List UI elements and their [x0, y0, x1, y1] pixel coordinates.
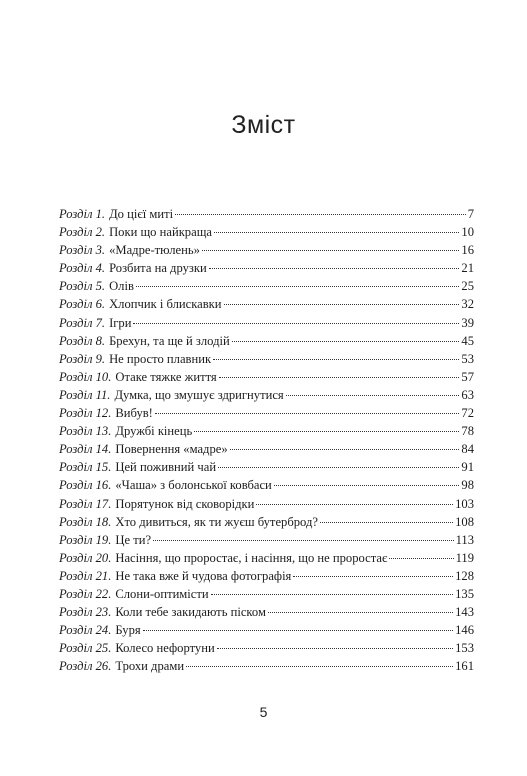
chapter-label: Розділ 16. [59, 478, 112, 493]
chapter-label: Розділ 15. [59, 460, 112, 475]
chapter-label: Розділ 20. [59, 550, 112, 565]
dot-leader [224, 304, 460, 305]
toc-row [59, 241, 474, 259]
chapter-label: Розділ 7. [59, 315, 106, 330]
dot-leader [155, 413, 460, 414]
page-title: Зміст [231, 111, 296, 139]
dot-leader [389, 558, 453, 559]
toc-row [59, 386, 474, 404]
dot-leader [194, 431, 459, 432]
chapter-page-number: 72 [461, 406, 474, 421]
chapter-title: Хлопчик і блискавки [109, 297, 222, 312]
chapter-title: Поки що найкраща [109, 225, 212, 240]
chapter-page-number: 57 [461, 369, 474, 384]
toc-row [59, 422, 474, 440]
chapter-page-number: 161 [455, 659, 474, 674]
chapter-page-number: 113 [455, 532, 474, 547]
chapter-label: Розділ 2. [59, 225, 106, 240]
toc-row [59, 458, 474, 476]
chapter-page-number: 84 [461, 442, 474, 457]
chapter-page-number: 16 [461, 243, 474, 258]
toc-row [59, 404, 474, 422]
toc-row [59, 657, 474, 675]
dot-leader [286, 395, 460, 396]
chapter-title: «Мадре-тюлень» [109, 243, 200, 258]
dot-leader [211, 594, 453, 595]
chapter-title: Це ти? [115, 532, 152, 547]
chapter-label: Розділ 10. [59, 369, 112, 384]
dot-leader [202, 250, 460, 251]
chapter-page-number: 143 [455, 605, 474, 620]
chapter-title: Цей поживний чай [115, 460, 217, 475]
chapter-page-number: 78 [461, 424, 474, 439]
chapter-title: Хто дивиться, як ти жуєш бутерброд? [115, 514, 318, 529]
toc-row [59, 621, 474, 639]
chapter-title: Насіння, що проростає, і насіння, що не проростає [115, 550, 388, 565]
toc-row [59, 603, 474, 621]
toc-row [59, 223, 474, 241]
chapter-title: Розбита на друзки [109, 261, 207, 276]
chapter-page-number: 45 [461, 333, 474, 348]
chapter-page-number: 135 [455, 586, 474, 601]
dot-leader [268, 612, 453, 613]
chapter-label: Розділ 4. [59, 261, 106, 276]
chapter-page-number: 91 [461, 460, 474, 475]
chapter-title: Буря [115, 623, 141, 638]
chapter-title: Трохи драми [115, 659, 185, 674]
dot-leader [153, 540, 454, 541]
toc-row [59, 567, 474, 585]
chapter-title: До цієї миті [109, 207, 174, 221]
toc-row [59, 440, 474, 458]
chapter-label: Розділ 23. [59, 605, 112, 620]
chapter-title: Отаке тяжке життя [115, 369, 217, 384]
chapter-label: Розділ 13. [59, 424, 112, 439]
dot-leader [143, 630, 453, 631]
chapter-page-number: 103 [455, 496, 474, 511]
toc-row [59, 585, 474, 603]
toc-row [59, 314, 474, 332]
chapter-title: Вибув! [115, 406, 153, 421]
dot-leader [274, 485, 460, 486]
chapter-title: Дружбі кінець [115, 424, 193, 439]
dot-leader [186, 666, 453, 667]
chapter-page-number: 25 [461, 279, 474, 294]
chapter-label: Розділ 12. [59, 406, 112, 421]
chapter-title: Думка, що змушує здригнутися [114, 387, 284, 402]
chapter-title: Олів [109, 279, 134, 294]
dot-leader [213, 359, 459, 360]
toc-row [59, 350, 474, 368]
chapter-title: Слони-оптимісти [115, 586, 209, 601]
chapter-label: Розділ 8. [59, 333, 106, 348]
chapter-label: Розділ 6. [59, 297, 106, 312]
chapter-page-number: 7 [467, 207, 474, 221]
chapter-title: Повернення «мадре» [115, 442, 228, 457]
dot-leader [133, 323, 459, 324]
chapter-page-number: 119 [455, 550, 474, 565]
dot-leader [219, 377, 460, 378]
chapter-label: Розділ 18. [59, 514, 112, 529]
chapter-label: Розділ 26. [59, 659, 112, 674]
chapter-title: Колесо нефортуни [115, 641, 215, 656]
dot-leader [214, 232, 459, 233]
toc-row [59, 205, 474, 223]
chapter-page-number: 32 [461, 297, 474, 312]
toc-row [59, 531, 474, 549]
chapter-label: Розділ 3. [59, 243, 106, 258]
chapter-label: Розділ 1. [59, 207, 106, 221]
toc-row [59, 295, 474, 313]
dot-leader [218, 467, 459, 468]
dot-leader [175, 214, 466, 215]
chapter-page-number: 153 [455, 641, 474, 656]
toc-row [59, 277, 474, 295]
toc-row [59, 513, 474, 531]
dot-leader [136, 286, 460, 287]
chapter-page-number: 53 [461, 351, 474, 366]
chapter-page-number: 128 [455, 568, 474, 583]
chapter-page-number: 63 [461, 387, 474, 402]
chapter-page-number: 10 [461, 225, 474, 240]
toc-row [59, 259, 474, 277]
dot-leader [230, 449, 460, 450]
dot-leader [293, 576, 453, 577]
chapter-title: «Чаша» з болонської ковбаси [115, 478, 272, 493]
dot-leader [320, 522, 453, 523]
dot-leader [232, 341, 460, 342]
toc-row [59, 495, 474, 513]
dot-leader [209, 268, 460, 269]
page-number-footer: 5 [259, 704, 268, 720]
chapter-label: Розділ 5. [59, 279, 106, 294]
chapter-label: Розділ 22. [59, 586, 112, 601]
chapter-label: Розділ 25. [59, 641, 112, 656]
toc-row [59, 368, 474, 386]
chapter-label: Розділ 19. [59, 532, 112, 547]
chapter-page-number: 108 [455, 514, 474, 529]
chapter-label: Розділ 21. [59, 568, 112, 583]
chapter-label: Розділ 11. [59, 387, 111, 402]
chapter-page-number: 21 [461, 261, 474, 276]
chapter-page-number: 39 [461, 315, 474, 330]
chapter-title: Ігри [109, 315, 132, 330]
chapter-label: Розділ 14. [59, 442, 112, 457]
chapter-title: Не така вже й чудова фотографія [115, 568, 292, 583]
chapter-title: Порятунок від сковорідки [115, 496, 255, 511]
chapter-label: Розділ 24. [59, 623, 112, 638]
dot-leader [256, 504, 453, 505]
chapter-label: Розділ 17. [59, 496, 112, 511]
chapter-title: Не просто плавник [109, 351, 212, 366]
toc-row [59, 549, 474, 567]
toc-row [59, 332, 474, 350]
dot-leader [217, 648, 453, 649]
table-of-contents [59, 205, 474, 675]
chapter-label: Розділ 9. [59, 351, 106, 366]
chapter-title: Брехун, та ще й злодій [109, 333, 230, 348]
chapter-title: Коли тебе закидають піском [115, 605, 266, 620]
toc-row [59, 476, 474, 494]
toc-row [59, 639, 474, 657]
chapter-page-number: 98 [461, 478, 474, 493]
chapter-page-number: 146 [455, 623, 474, 638]
